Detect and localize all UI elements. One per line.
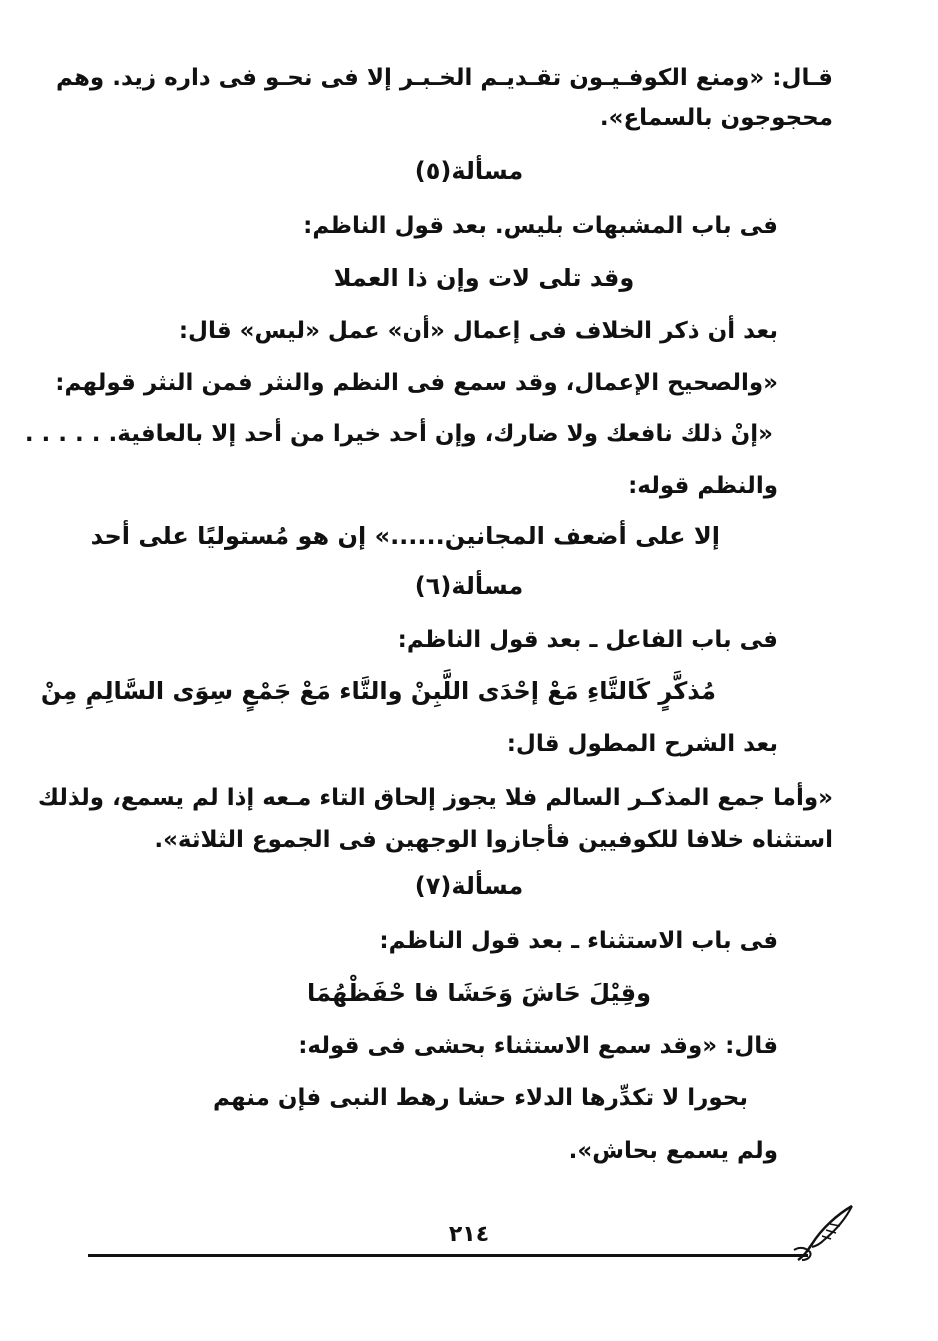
paragraph-line: بعد الشرح المطول قال:: [506, 731, 778, 757]
paragraph-line: بعد أن ذكر الخلاف فى إعمال «أن» عمل «ليس» قال:: [178, 318, 778, 344]
quote-line: «إنْ ذلك نافعك ولا ضارك، وإن أحد خيرا من أحد إلا بالعافية. . . . . .: [24, 421, 773, 447]
verse-line: [213, 1082, 778, 1114]
quote-line: «والصحيح الإعمال، وقد سمع فى النظم والنثر فمن النثر قولهم:: [55, 370, 778, 396]
section-intro: فى باب الاستثناء ـ بعد قول الناظم:: [379, 928, 778, 954]
verse-line: [91, 520, 758, 552]
verse-hemistich-left: مُذكَّرٍ كَالتَّاءِ مَعْ إحْدَى اللَّبِنْ: [410, 677, 716, 705]
quote-line: قال: «وقد سمع الاستثناء بحشى فى قوله:: [298, 1033, 778, 1059]
verse-hemistich-right: إن هو مُستوليًا على أحد: [90, 522, 367, 550]
section-intro: فى باب الفاعل ـ بعد قول الناظم:: [397, 627, 778, 653]
page-number: ٢١٤: [448, 1222, 490, 1247]
quote-line: استثناه خلافا للكوفيين فأجازوا الوجهين فى الجموع الثلاثة».: [154, 827, 833, 853]
verse-line: [41, 675, 758, 707]
quote-line: ولم يسمع بحاش».: [568, 1138, 778, 1164]
quill-pen-icon: [790, 1200, 860, 1265]
verse-hemistich-right: والتَّاء مَعْ جَمْعٍ سِوَى السَّالِمِ مِنْ: [40, 677, 403, 705]
verse-line: وقِيْلَ حَاشَ وَحَشَا فا حْفَظْهُمَا: [307, 979, 651, 1007]
verse-hemistich-left: بحورا لا تكدِّرها الدلاء: [514, 1085, 748, 1111]
footer-rule: [88, 1254, 808, 1257]
quote-line: والنظم قوله:: [628, 473, 778, 499]
paragraph-line: قـال: «ومنع الكوفـيـون تقـديـم الخـبـر إلا فى نحـو فى داره زيد. وهم: [55, 65, 833, 91]
section-heading: مسألة(٥): [414, 157, 524, 185]
verse-line: وقد تلى لات وإن ذا العملا: [333, 264, 635, 292]
verse-hemistich-left: إلا على أضعف المجانين......»: [374, 522, 720, 550]
section-heading: مسألة(٦): [414, 572, 524, 600]
section-heading: مسألة(٧): [414, 872, 524, 900]
paragraph-line: محجوجون بالسماع».: [599, 105, 833, 131]
verse-hemistich-right: حشا رهط النبى فإن منهم: [213, 1085, 507, 1111]
section-intro: فى باب المشبهات بليس. بعد قول الناظم:: [303, 213, 778, 239]
quote-line: «وأما جمع المذكـر السالم فلا يجوز إلحاق التاء مـعه إذا لم يسمع، ولذلك: [37, 785, 833, 811]
